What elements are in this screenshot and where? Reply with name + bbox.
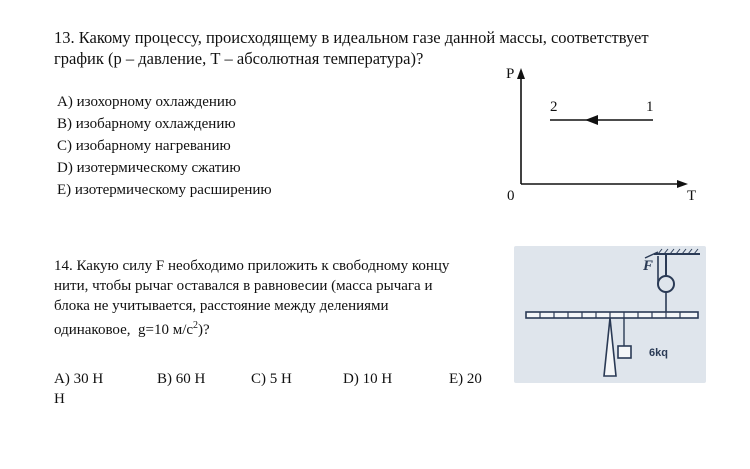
q14-answer-e: Е) 20 xyxy=(449,371,482,387)
q14-answer-a: А) 30 Н xyxy=(54,371,104,387)
y-axis-arrow xyxy=(517,68,525,79)
q14-g-value: g=10 м/с xyxy=(138,322,194,338)
q13-option-c: С) изобарному нагреванию xyxy=(57,138,231,154)
q14-text-line4-start: одинаковое, xyxy=(54,322,131,338)
process-arrow xyxy=(585,115,598,125)
q14-answer-e-wrap: Н xyxy=(54,391,65,407)
q14-g-tail: )? xyxy=(198,322,210,338)
q14-answer-d: D) 10 Н xyxy=(343,371,393,387)
x-axis-arrow xyxy=(677,180,688,188)
graph-origin-label: 0 xyxy=(507,188,515,204)
mass-label: 6kq xyxy=(649,347,668,359)
q13-option-e: Е) изотермическому расширению xyxy=(57,182,272,198)
q13-option-b: В) изобарному охлаждению xyxy=(57,116,236,132)
q14-g-exponent: 2 xyxy=(193,320,199,331)
q14-answer-b: В) 60 Н xyxy=(157,371,206,387)
lever-bar xyxy=(526,312,698,318)
q13-text-line2: график (р – давление, Т – абсолютная температура)? xyxy=(54,49,424,68)
q14-text-line4 xyxy=(54,316,210,340)
q14-text-line3: блока не учитывается, расстояние между делениями xyxy=(54,298,389,314)
q13-pt-graph xyxy=(495,62,705,210)
pulley xyxy=(658,276,674,292)
force-label: F xyxy=(643,258,654,274)
q14-text-line1: 14. Какую силу F необходимо приложить к свободному концу xyxy=(54,258,450,274)
weight-block xyxy=(618,346,631,358)
fulcrum xyxy=(604,318,616,376)
q14-answer-c: С) 5 Н xyxy=(251,371,292,387)
q14-text-line2: нити, чтобы рычаг оставался в равновесии (масса рычага и xyxy=(54,278,433,294)
graph-point-2-label: 2 xyxy=(550,99,558,115)
q13-option-a: А) изохорному охлаждению xyxy=(57,94,237,110)
graph-y-label: P xyxy=(506,66,515,82)
lever-drawing xyxy=(514,246,706,383)
graph-point-1-label: 1 xyxy=(646,99,654,115)
graph-x-label: T xyxy=(687,188,697,204)
q13-text-line1: 13. Какому процессу, происходящему в идеальном газе данной массы, соответствует xyxy=(54,28,649,47)
q13-option-d: D) изотермическому сжатию xyxy=(57,160,241,176)
q14-lever-figure xyxy=(514,246,706,383)
